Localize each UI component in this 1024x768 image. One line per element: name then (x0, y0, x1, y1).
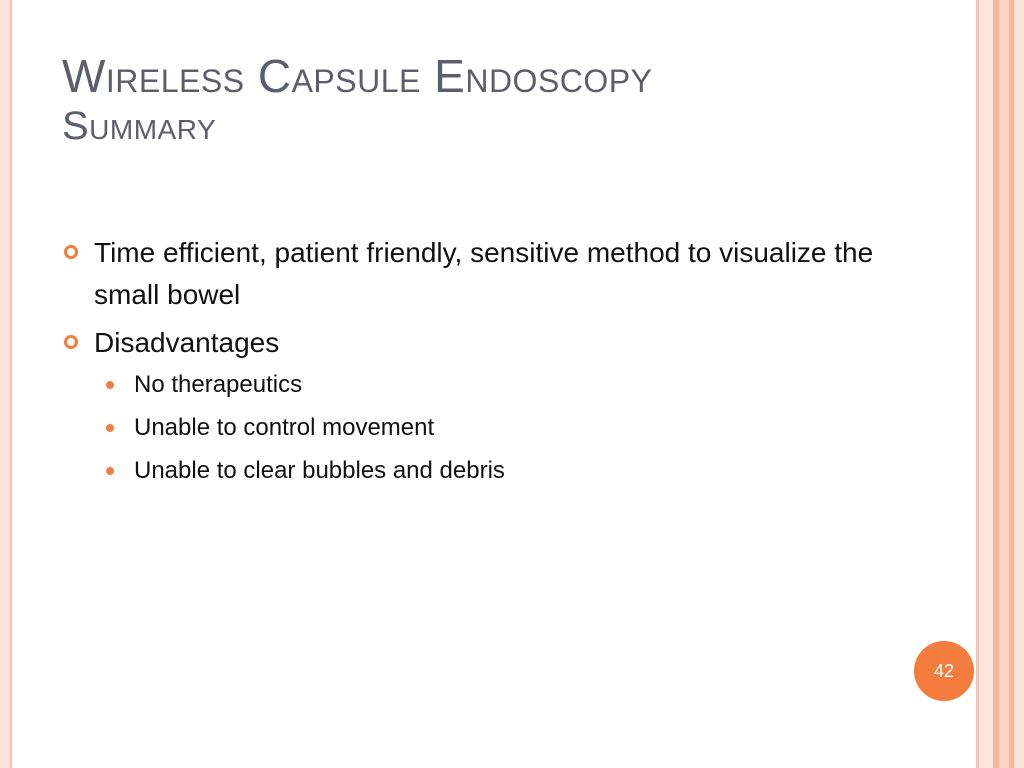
right-band-edge (1014, 0, 1024, 768)
slide-title (62, 48, 652, 148)
left-border-line (10, 0, 12, 768)
right-band-light (979, 0, 993, 768)
bullet-text: Time efficient, patient friendly, sensitive method to visualize the small bowel (94, 237, 874, 310)
dot-bullet-icon (106, 381, 114, 389)
page-number: 42 (933, 660, 955, 681)
sub-bullet-text: No therapeutics (134, 371, 303, 398)
bullet-text: Disadvantages (94, 327, 280, 358)
bullet-item (64, 232, 884, 316)
left-border (0, 0, 10, 768)
dot-bullet-icon (106, 467, 114, 475)
ring-bullet-icon (64, 335, 78, 349)
right-band-middle (999, 0, 1009, 768)
title-subtitle: Summary (62, 104, 217, 148)
sub-bullet-text: Unable to clear bubbles and debris (134, 457, 505, 484)
page-number-badge (914, 641, 974, 701)
sub-bullet-item (106, 370, 884, 400)
bullet-list (64, 232, 884, 499)
sub-bullet-item (106, 413, 884, 443)
bullet-item (64, 322, 884, 364)
sub-bullet-list (106, 370, 884, 486)
ring-bullet-icon (64, 245, 78, 259)
sub-bullet-item (106, 456, 884, 486)
dot-bullet-icon (106, 424, 114, 432)
sub-bullet-text: Unable to control movement (134, 414, 435, 441)
title-main: Wireless Capsule Endoscopy (62, 50, 653, 102)
